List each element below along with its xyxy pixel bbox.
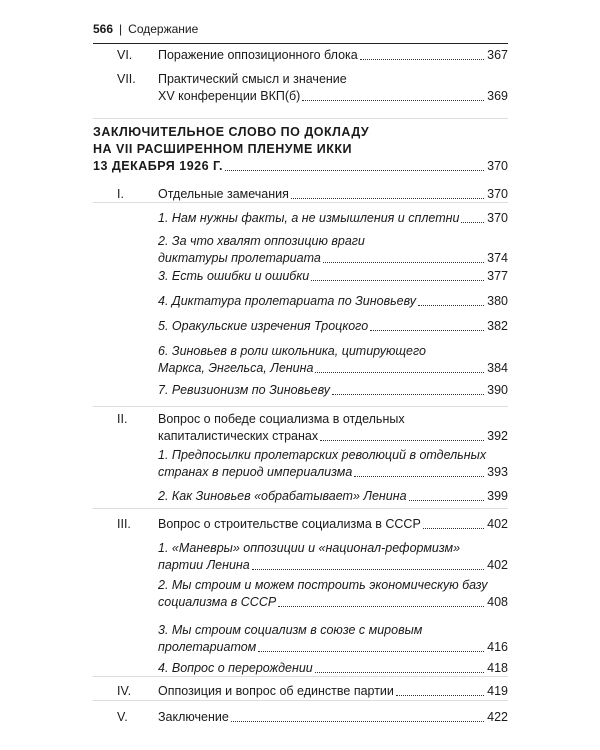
dot-leader: [354, 475, 484, 477]
entry-page-number: 367: [487, 48, 508, 62]
dot-leader: [302, 99, 484, 101]
header-page-number: 566: [93, 22, 114, 36]
entry-title-line: пролетариатом: [158, 640, 257, 654]
section-heading-line: 13 ДЕКАБРЯ 1926 Г.: [93, 159, 224, 173]
section-page-number: 370: [487, 159, 508, 173]
entry-number: I.: [117, 187, 124, 201]
toc-entry[interactable]: [158, 71, 508, 105]
toc-subentry[interactable]: [158, 488, 508, 505]
dot-leader: [315, 671, 484, 673]
divider: [93, 118, 508, 119]
entry-title-line: Практический смысл и значение: [158, 72, 347, 86]
entry-title-line: 3. Есть ошибки и ошибки: [158, 269, 310, 283]
toc-subentry[interactable]: [158, 577, 508, 611]
entry-number: V.: [117, 710, 128, 724]
toc-entry[interactable]: [158, 411, 508, 445]
toc-entry[interactable]: [158, 709, 508, 726]
entry-title-line: 1. Предпосылки пролетарских революций в отдельных: [158, 448, 487, 462]
divider: [93, 676, 508, 677]
entry-title-line: Вопрос о победе социализма в отдельных: [158, 412, 405, 426]
entry-number: II.: [117, 412, 128, 426]
dot-leader: [423, 527, 484, 529]
entry-title-line: Заключение: [158, 710, 229, 724]
divider: [93, 406, 508, 407]
entry-title-line: социализма в СССР: [158, 595, 277, 609]
dot-leader: [315, 371, 484, 373]
entry-title-line: XV конференции ВКП(б): [158, 89, 301, 103]
dot-leader: [291, 197, 484, 199]
toc-subentry[interactable]: [158, 318, 508, 335]
entry-title-line: Оппозиция и вопрос об единстве партии: [158, 684, 394, 698]
section-heading[interactable]: [93, 124, 508, 175]
entry-page-number: 382: [487, 319, 508, 333]
divider: [93, 700, 508, 701]
header-separator: |: [119, 22, 123, 36]
toc-entry[interactable]: [158, 47, 508, 64]
dot-leader: [311, 279, 484, 281]
entry-title-line: диктатуры пролетариата: [158, 251, 321, 265]
dot-leader: [320, 439, 484, 441]
entry-page-number: 408: [487, 595, 508, 609]
toc-subentry[interactable]: [158, 210, 508, 227]
entry-title-line: 4. Диктатура пролетариата по Зиновьеву: [158, 294, 416, 308]
entry-page-number: 419: [487, 684, 508, 698]
entry-page-number: 369: [487, 89, 508, 103]
entry-number: VI.: [117, 48, 133, 62]
entry-title-line: 7. Ревизионизм по Зиновьеву: [158, 383, 330, 397]
entry-title-line: 1. «Маневры» оппозиции и «национал-реформизм»: [158, 541, 461, 555]
toc-entry[interactable]: [158, 683, 508, 700]
entry-title-line: Отдельные замечания: [158, 187, 289, 201]
entry-number: III.: [117, 517, 131, 531]
dot-leader: [418, 304, 484, 306]
toc-entry[interactable]: [158, 516, 508, 533]
toc-subentry[interactable]: [158, 540, 508, 574]
entry-number: IV.: [117, 684, 132, 698]
entry-title-line: 3. Мы строим социализм в союзе с мировым: [158, 623, 423, 637]
entry-page-number: 374: [487, 251, 508, 265]
toc-subentry[interactable]: [158, 233, 508, 267]
divider: [93, 202, 508, 203]
toc-subentry[interactable]: [158, 660, 508, 677]
entry-page-number: 392: [487, 429, 508, 443]
dot-leader: [225, 169, 484, 171]
dot-leader: [258, 650, 484, 652]
entry-page-number: 390: [487, 383, 508, 397]
entry-page-number: 418: [487, 661, 508, 675]
toc-entry[interactable]: [158, 186, 508, 203]
entry-title-line: 4. Вопрос о перерождении: [158, 661, 313, 675]
toc-subentry[interactable]: [158, 382, 508, 399]
entry-title-line: странах в период империализма: [158, 465, 353, 479]
entry-title-line: 6. Зиновьев в роли школьника, цитирующего: [158, 344, 426, 358]
section-heading-line: ЗАКЛЮЧИТЕЛЬНОЕ СЛОВО ПО ДОКЛАДУ: [93, 125, 370, 139]
entry-title-line: партии Ленина: [158, 558, 250, 572]
toc-subentry[interactable]: [158, 268, 508, 285]
entry-page-number: 416: [487, 640, 508, 654]
entry-page-number: 399: [487, 489, 508, 503]
toc-subentry[interactable]: [158, 447, 508, 481]
entry-page-number: 380: [487, 294, 508, 308]
entry-page-number: 402: [487, 558, 508, 572]
entry-page-number: 422: [487, 710, 508, 724]
entry-title-line: Вопрос о строительстве социализма в СССР: [158, 517, 421, 531]
running-header: [93, 21, 508, 44]
dot-leader: [370, 329, 484, 331]
dot-leader: [409, 499, 485, 501]
dot-leader: [360, 58, 484, 60]
entry-title-line: 2. Как Зиновьев «обрабатывает» Ленина: [158, 489, 407, 503]
entry-title-line: капиталистических странах: [158, 429, 319, 443]
dot-leader: [461, 221, 484, 223]
entry-title-line: 2. Мы строим и можем построить экономическую базу: [158, 578, 488, 592]
toc-subentry[interactable]: [158, 622, 508, 656]
entry-page-number: 370: [487, 187, 508, 201]
entry-page-number: 402: [487, 517, 508, 531]
entry-number: VII.: [117, 72, 136, 86]
dot-leader: [252, 568, 484, 570]
toc-subentry[interactable]: [158, 343, 508, 377]
entry-title-line: Поражение оппозиционного блока: [158, 48, 358, 62]
dot-leader: [231, 720, 484, 722]
entry-page-number: 384: [487, 361, 508, 375]
entry-title-line: 2. За что хвалят оппозицию враги: [158, 234, 365, 248]
dot-leader: [332, 393, 484, 395]
divider: [93, 508, 508, 509]
section-heading-line: НА VII РАСШИРЕННОМ ПЛЕНУМЕ ИККИ: [93, 142, 352, 156]
dot-leader: [396, 694, 484, 696]
entry-page-number: 370: [487, 211, 508, 225]
entry-title-line: Маркса, Энгельса, Ленина: [158, 361, 314, 375]
header-title: Содержание: [128, 22, 199, 36]
entry-title-line: 5. Оракульские изречения Троцкого: [158, 319, 369, 333]
toc-subentry[interactable]: [158, 293, 508, 310]
dot-leader: [278, 605, 484, 607]
entry-page-number: 377: [487, 269, 508, 283]
entry-page-number: 393: [487, 465, 508, 479]
entry-title-line: 1. Нам нужны факты, а не измышления и сплетни: [158, 211, 460, 225]
dot-leader: [323, 261, 484, 263]
